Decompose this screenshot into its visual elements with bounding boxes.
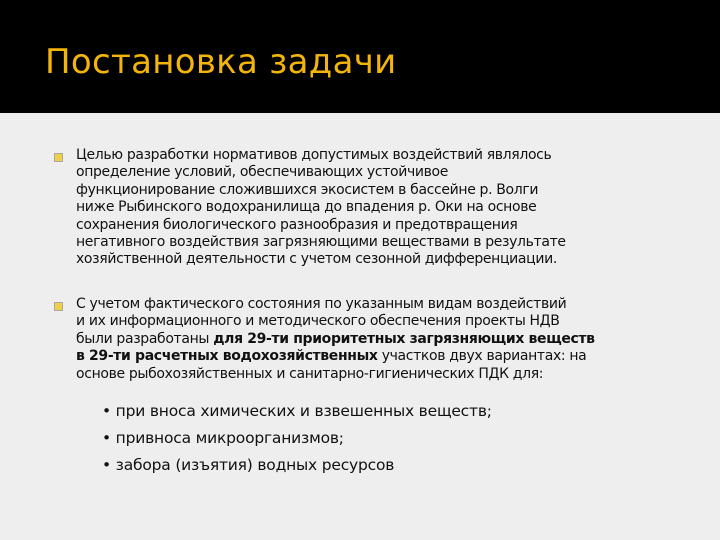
bullet-goal-line: сохранения биологического разнообразия и предотвращения [76, 216, 518, 233]
bullet-square-icon [54, 302, 63, 311]
bullet-projects [76, 296, 676, 383]
text-emphasis: в 29-ти расчетных водохозяйственных [76, 348, 378, 365]
text-emphasis: для 29-ти приоритетных загрязняющих веществ [213, 330, 595, 347]
bullet-goal [76, 147, 676, 269]
bullet-goal-line: ниже Рыбинского водохранилища до впадения р. Оки на основе [76, 199, 537, 216]
bullet-square-icon [54, 153, 63, 162]
bullet-goal-line: функционирование сложившихся экосистем в бассейне р. Волги [76, 181, 539, 198]
bullet-projects-line: С учетом фактического состояния по указанным видам воздействий [76, 296, 567, 312]
bullet-projects-line [76, 348, 676, 365]
bullet-projects-line: основе рыбохозяйственных и санитарно-гигиенических ПДК для: [76, 365, 544, 382]
bullet-goal-line: хозяйственной деятельности с учетом сезонной дифференциации. [76, 251, 557, 268]
sub-item: • при вноса химических и взвешенных веществ; [102, 402, 492, 420]
text-normal: были разработаны [76, 330, 214, 347]
slide-header [0, 0, 720, 113]
bullet-goal-line: негативного воздействия загрязняющими веществами в результате [76, 234, 566, 251]
bullet-projects-line: и их информационного и методического обеспечения проекты НДВ [76, 313, 560, 330]
text-normal: участков двух вариантах: на [377, 348, 587, 365]
bullet-goal-line: Целью разработки нормативов допустимых воздействий являлось [76, 147, 552, 163]
bullet-projects-line [76, 331, 676, 348]
sub-item: • привноса микроорганизмов; [102, 429, 344, 447]
bullet-goal-line: определение условий, обеспечивающих устойчивое [76, 164, 449, 181]
sub-list [102, 398, 662, 479]
sub-item: • забора (изъятия) водных ресурсов [102, 456, 395, 474]
slide-content [0, 113, 720, 540]
slide-title: Постановка задачи [45, 42, 397, 82]
